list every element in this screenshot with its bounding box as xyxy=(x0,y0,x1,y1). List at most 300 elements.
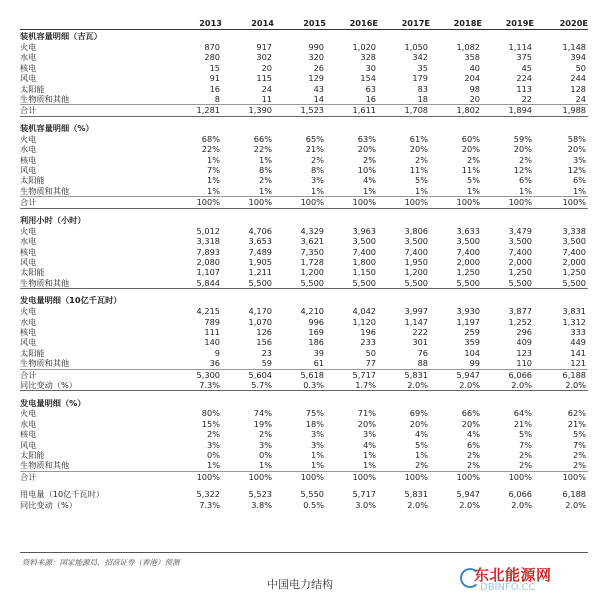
value-cell: 100% xyxy=(326,197,378,208)
value-cell: 2% xyxy=(207,429,220,440)
table-row xyxy=(20,197,588,208)
value-cell: 115 xyxy=(256,73,272,84)
value-cell: 1.7% xyxy=(355,379,376,390)
value-cell: 7% xyxy=(519,439,532,450)
value-cell: 11% xyxy=(409,165,428,176)
table-row xyxy=(20,52,588,62)
value-cell: 58% xyxy=(567,133,586,144)
row-label: 风电 xyxy=(20,165,37,176)
value-cell: 98 xyxy=(469,83,480,94)
row-label: 水电 xyxy=(20,418,37,429)
value-cell: 63 xyxy=(365,83,376,94)
value-cell: 1% xyxy=(207,460,220,471)
row-label: 合计 xyxy=(20,105,170,116)
value-cell: 0% xyxy=(259,450,272,460)
value-cell: 113 xyxy=(516,83,532,94)
value-cell: 7.3% xyxy=(199,379,220,390)
row-label: 核电 xyxy=(20,246,37,257)
value-cell: 5% xyxy=(467,175,480,186)
value-cell: 5.7% xyxy=(251,379,272,390)
table-row xyxy=(20,94,588,105)
value-cell: 169 xyxy=(308,326,324,337)
value-cell: 111 xyxy=(204,326,220,337)
value-cell: 30 xyxy=(365,62,376,73)
value-cell: 1% xyxy=(467,185,480,196)
value-cell: 1,050 xyxy=(404,42,428,52)
value-cell: 40 xyxy=(469,62,480,73)
value-cell: 3,500 xyxy=(352,236,376,247)
value-cell: 1,708 xyxy=(378,105,430,116)
value-cell: 100% xyxy=(222,197,274,208)
row-label: 太阳能 xyxy=(20,175,45,186)
value-cell: 1,070 xyxy=(248,316,272,327)
value-cell: 5,717 xyxy=(326,369,378,380)
section-header-row xyxy=(20,289,588,307)
row-label: 火电 xyxy=(20,133,37,144)
value-cell: 2,000 xyxy=(456,256,480,267)
value-cell: 22% xyxy=(201,144,220,155)
table-row xyxy=(20,84,588,94)
row-label: 太阳能 xyxy=(20,83,45,94)
value-cell: 5,717 xyxy=(352,489,376,500)
table-row xyxy=(20,489,588,499)
value-cell: 2% xyxy=(259,175,272,186)
year-header: 2013 xyxy=(170,17,222,30)
table-row xyxy=(20,348,588,358)
table-row xyxy=(20,278,588,289)
year-header: 2019E xyxy=(482,17,534,30)
value-cell: 375 xyxy=(516,52,532,63)
value-cell: 2% xyxy=(311,154,324,165)
value-cell: 5,322 xyxy=(196,489,220,500)
value-cell: 1,197 xyxy=(456,316,480,327)
value-cell: 1% xyxy=(573,185,586,196)
row-label: 风电 xyxy=(20,73,37,84)
header-label-cell xyxy=(20,17,170,30)
value-cell: 80% xyxy=(201,408,220,419)
value-cell: 2% xyxy=(467,460,480,471)
value-cell: 128 xyxy=(570,83,586,94)
table-row xyxy=(20,327,588,337)
year-header: 2014 xyxy=(222,17,274,30)
value-cell: 3,500 xyxy=(508,236,532,247)
value-cell: 186 xyxy=(308,337,324,348)
value-cell: 222 xyxy=(412,326,428,337)
row-label: 合计 xyxy=(20,471,170,482)
value-cell: 7,400 xyxy=(562,246,586,257)
value-cell: 3,479 xyxy=(508,225,532,236)
value-cell: 2% xyxy=(415,460,428,471)
value-cell: 1,252 xyxy=(508,316,532,327)
row-label: 合计 xyxy=(20,197,170,208)
value-cell: 3,653 xyxy=(248,236,272,247)
row-label: 风电 xyxy=(20,256,37,267)
value-cell: 20% xyxy=(357,144,376,155)
value-cell: 179 xyxy=(412,73,428,84)
row-label: 生物质和其他 xyxy=(20,94,70,105)
table-row xyxy=(20,105,588,116)
value-cell: 100% xyxy=(378,471,430,482)
value-cell: 2% xyxy=(467,154,480,165)
table-row xyxy=(20,500,588,510)
table-row xyxy=(20,460,588,471)
value-cell: 110 xyxy=(516,358,532,369)
value-cell: 5,500 xyxy=(248,277,272,288)
row-label: 用电量（10亿千瓦时） xyxy=(20,489,105,500)
row-label: 太阳能 xyxy=(20,450,45,460)
value-cell: 7.3% xyxy=(199,499,220,510)
row-label: 生物质和其他 xyxy=(20,277,70,288)
value-cell: 3,500 xyxy=(562,236,586,247)
row-label: 水电 xyxy=(20,144,37,155)
value-cell: 76 xyxy=(417,347,428,358)
value-cell: 3,930 xyxy=(456,306,480,317)
year-header-row xyxy=(20,17,588,30)
value-cell: 1,114 xyxy=(508,42,532,52)
table-row xyxy=(20,144,588,154)
value-cell: 4,215 xyxy=(196,306,220,317)
value-cell: 18 xyxy=(417,94,428,105)
value-cell: 5,500 xyxy=(404,277,428,288)
value-cell: 4,329 xyxy=(300,225,324,236)
value-cell: 83 xyxy=(417,83,428,94)
value-cell: 60% xyxy=(461,133,480,144)
value-cell: 5% xyxy=(415,175,428,186)
value-cell: 449 xyxy=(570,337,586,348)
value-cell: 3,338 xyxy=(562,225,586,236)
value-cell: 5,618 xyxy=(274,369,326,380)
table-row xyxy=(20,337,588,347)
value-cell: 1,150 xyxy=(352,267,376,278)
value-cell: 2,000 xyxy=(508,256,532,267)
value-cell: 10% xyxy=(357,165,376,176)
value-cell: 100% xyxy=(430,197,482,208)
row-label: 火电 xyxy=(20,306,37,317)
value-cell: 9 xyxy=(214,347,220,358)
value-cell: 15% xyxy=(201,418,220,429)
value-cell: 2.0% xyxy=(565,379,586,390)
value-cell: 5,831 xyxy=(404,489,428,500)
value-cell: 5,012 xyxy=(196,225,220,236)
value-cell: 1,950 xyxy=(404,256,428,267)
row-label: 水电 xyxy=(20,52,37,63)
value-cell: 19% xyxy=(253,418,272,429)
value-cell: 63% xyxy=(357,133,376,144)
table-row xyxy=(20,440,588,450)
value-cell: 5% xyxy=(519,429,532,440)
value-cell: 100% xyxy=(482,471,534,482)
value-cell: 3,806 xyxy=(404,225,428,236)
table-row xyxy=(20,165,588,175)
value-cell: 2% xyxy=(519,450,532,460)
value-cell: 50 xyxy=(575,62,586,73)
value-cell: 3.8% xyxy=(251,499,272,510)
table-row xyxy=(20,257,588,267)
value-cell: 45 xyxy=(521,62,532,73)
value-cell: 3,877 xyxy=(508,306,532,317)
row-label: 火电 xyxy=(20,42,37,52)
value-cell: 3% xyxy=(207,439,220,450)
value-cell: 5,947 xyxy=(430,369,482,380)
value-cell: 100% xyxy=(274,197,326,208)
value-cell: 50 xyxy=(365,347,376,358)
value-cell: 1% xyxy=(311,460,324,471)
value-cell: 8 xyxy=(214,94,220,105)
value-cell: 4,706 xyxy=(248,225,272,236)
table-row xyxy=(20,450,588,460)
bottom-rule xyxy=(20,552,588,553)
value-cell: 2% xyxy=(363,154,376,165)
value-cell: 1% xyxy=(259,185,272,196)
value-cell: 6,066 xyxy=(482,369,534,380)
section-title: 装机容量明细（%） xyxy=(20,116,588,134)
value-cell: 11% xyxy=(461,165,480,176)
value-cell: 3,831 xyxy=(562,306,586,317)
value-cell: 22 xyxy=(521,94,532,105)
value-cell: 2% xyxy=(259,429,272,440)
section-header-row xyxy=(20,116,588,134)
value-cell: 5,831 xyxy=(378,369,430,380)
value-cell: 15 xyxy=(209,62,220,73)
value-cell: 65% xyxy=(305,133,324,144)
value-cell: 1% xyxy=(207,185,220,196)
value-cell: 20% xyxy=(567,144,586,155)
row-label: 核电 xyxy=(20,154,37,165)
value-cell: 6,188 xyxy=(534,369,588,380)
value-cell: 2% xyxy=(573,460,586,471)
table-row xyxy=(20,267,588,277)
value-cell: 20% xyxy=(461,144,480,155)
section-title: 装机容量明细（吉瓦） xyxy=(20,31,102,42)
row-label: 太阳能 xyxy=(20,347,45,358)
value-cell: 6% xyxy=(467,439,480,450)
value-cell: 39 xyxy=(313,347,324,358)
value-cell: 104 xyxy=(464,347,480,358)
value-cell: 12% xyxy=(513,165,532,176)
value-cell: 1,120 xyxy=(352,316,376,327)
value-cell: 2,080 xyxy=(196,256,220,267)
value-cell: 24 xyxy=(575,94,586,105)
value-cell: 3.0% xyxy=(355,499,376,510)
value-cell: 2% xyxy=(519,460,532,471)
table-body xyxy=(20,30,588,511)
watermark-title: 东北能源网 xyxy=(474,566,552,584)
value-cell: 3,500 xyxy=(404,236,428,247)
section-title: 发电量明细（%） xyxy=(20,391,588,409)
value-cell: 5% xyxy=(573,429,586,440)
value-cell: 59 xyxy=(261,358,272,369)
value-cell: 88 xyxy=(417,358,428,369)
value-cell: 333 xyxy=(570,326,586,337)
value-cell: 69% xyxy=(409,408,428,419)
year-header: 2018E xyxy=(430,17,482,30)
value-cell: 23 xyxy=(261,347,272,358)
value-cell: 100% xyxy=(222,471,274,482)
value-cell: 21% xyxy=(305,144,324,155)
value-cell: 2.0% xyxy=(565,499,586,510)
value-cell: 8% xyxy=(259,165,272,176)
value-cell: 1,250 xyxy=(508,267,532,278)
value-cell: 20% xyxy=(513,144,532,155)
value-cell: 16 xyxy=(209,83,220,94)
section-title: 发电量明细（10亿千瓦时） xyxy=(20,289,588,307)
value-cell: 1,250 xyxy=(456,267,480,278)
value-cell: 204 xyxy=(464,73,480,84)
value-cell: 1,800 xyxy=(352,256,376,267)
value-cell: 1% xyxy=(259,460,272,471)
value-cell: 1,894 xyxy=(482,105,534,116)
row-label: 生物质和其他 xyxy=(20,460,70,471)
value-cell: 1,728 xyxy=(300,256,324,267)
value-cell: 100% xyxy=(170,471,222,482)
value-cell: 409 xyxy=(516,337,532,348)
value-cell: 1,020 xyxy=(352,42,376,52)
value-cell: 26 xyxy=(313,62,324,73)
row-label: 核电 xyxy=(20,62,37,73)
value-cell: 1,211 xyxy=(248,267,272,278)
row-label: 太阳能 xyxy=(20,267,45,278)
value-cell: 1,147 xyxy=(404,316,428,327)
watermark-url: DBINFO.CC xyxy=(480,582,536,593)
value-cell: 3% xyxy=(363,429,376,440)
value-cell: 1% xyxy=(415,185,428,196)
value-cell: 1% xyxy=(363,450,376,460)
value-cell: 917 xyxy=(256,42,272,52)
value-cell: 100% xyxy=(170,197,222,208)
value-cell: 1% xyxy=(415,450,428,460)
value-cell: 4,042 xyxy=(352,306,376,317)
value-cell: 6,066 xyxy=(508,489,532,500)
value-cell: 59% xyxy=(513,133,532,144)
table-row xyxy=(20,42,588,52)
value-cell: 5,844 xyxy=(196,277,220,288)
value-cell: 121 xyxy=(570,358,586,369)
value-cell: 140 xyxy=(204,337,220,348)
value-cell: 233 xyxy=(360,337,376,348)
value-cell: 100% xyxy=(430,471,482,482)
value-cell: 4% xyxy=(363,439,376,450)
row-label: 水电 xyxy=(20,236,37,247)
table-row xyxy=(20,73,588,83)
value-cell: 8% xyxy=(311,165,324,176)
table-row xyxy=(20,471,588,482)
table-row xyxy=(20,134,588,144)
value-cell: 75% xyxy=(305,408,324,419)
value-cell: 18% xyxy=(305,418,324,429)
value-cell: 24 xyxy=(261,83,272,94)
value-cell: 22% xyxy=(253,144,272,155)
value-cell: 156 xyxy=(256,337,272,348)
value-cell: 301 xyxy=(412,337,428,348)
row-label: 生物质和其他 xyxy=(20,358,70,369)
value-cell: 0.3% xyxy=(303,379,324,390)
value-cell: 7,489 xyxy=(248,246,272,257)
value-cell: 20% xyxy=(357,418,376,429)
value-cell: 99 xyxy=(469,358,480,369)
value-cell: 3% xyxy=(259,439,272,450)
watermark-logo xyxy=(460,564,592,594)
value-cell: 2.0% xyxy=(511,379,532,390)
value-cell: 7,400 xyxy=(352,246,376,257)
value-cell: 20 xyxy=(469,94,480,105)
value-cell: 259 xyxy=(464,326,480,337)
value-cell: 20% xyxy=(461,418,480,429)
year-header: 2016E xyxy=(326,17,378,30)
value-cell: 1,281 xyxy=(170,105,222,116)
value-cell: 0.5% xyxy=(303,499,324,510)
value-cell: 5,500 xyxy=(300,277,324,288)
value-cell: 36 xyxy=(209,358,220,369)
value-cell: 3,963 xyxy=(352,225,376,236)
value-cell: 66% xyxy=(253,133,272,144)
value-cell: 74% xyxy=(253,408,272,419)
value-cell: 7,400 xyxy=(404,246,428,257)
table-row xyxy=(20,369,588,380)
row-label: 合计 xyxy=(20,369,170,380)
value-cell: 196 xyxy=(360,326,376,337)
table-row xyxy=(20,317,588,327)
value-cell: 1% xyxy=(207,175,220,186)
value-cell: 123 xyxy=(516,347,532,358)
row-label: 风电 xyxy=(20,337,37,348)
value-cell: 296 xyxy=(516,326,532,337)
value-cell: 141 xyxy=(570,347,586,358)
value-cell: 35 xyxy=(417,62,428,73)
row-label: 核电 xyxy=(20,326,37,337)
value-cell: 1% xyxy=(311,450,324,460)
value-cell: 5,500 xyxy=(352,277,376,288)
value-cell: 320 xyxy=(308,52,324,63)
value-cell: 11 xyxy=(261,94,272,105)
table-row xyxy=(20,175,588,185)
value-cell: 1,988 xyxy=(534,105,588,116)
row-label: 同比变动（%） xyxy=(20,499,77,510)
value-cell: 5,500 xyxy=(562,277,586,288)
table-row xyxy=(20,186,588,197)
table-row xyxy=(20,247,588,257)
year-header: 2020E xyxy=(534,17,588,30)
value-cell: 5% xyxy=(415,439,428,450)
row-label: 同比变动（%） xyxy=(20,379,77,390)
year-header: 2015 xyxy=(274,17,326,30)
value-cell: 154 xyxy=(360,73,376,84)
value-cell: 3,621 xyxy=(300,236,324,247)
value-cell: 61% xyxy=(409,133,428,144)
value-cell: 1,148 xyxy=(562,42,586,52)
value-cell: 71% xyxy=(357,408,376,419)
value-cell: 2,000 xyxy=(562,256,586,267)
value-cell: 358 xyxy=(464,52,480,63)
table-row xyxy=(20,358,588,369)
value-cell: 100% xyxy=(326,471,378,482)
value-cell: 7,400 xyxy=(456,246,480,257)
value-cell: 1,200 xyxy=(300,267,324,278)
value-cell: 20 xyxy=(261,62,272,73)
value-cell: 68% xyxy=(201,133,220,144)
value-cell: 4,170 xyxy=(248,306,272,317)
value-cell: 6,188 xyxy=(562,489,586,500)
value-cell: 3,633 xyxy=(456,225,480,236)
value-cell: 4% xyxy=(363,175,376,186)
value-cell: 100% xyxy=(482,197,534,208)
table-row xyxy=(20,408,588,418)
year-header: 2017E xyxy=(378,17,430,30)
value-cell: 2% xyxy=(573,450,586,460)
value-cell: 280 xyxy=(204,52,220,63)
table-row xyxy=(20,380,588,391)
value-cell: 77 xyxy=(365,358,376,369)
value-cell: 43 xyxy=(313,83,324,94)
